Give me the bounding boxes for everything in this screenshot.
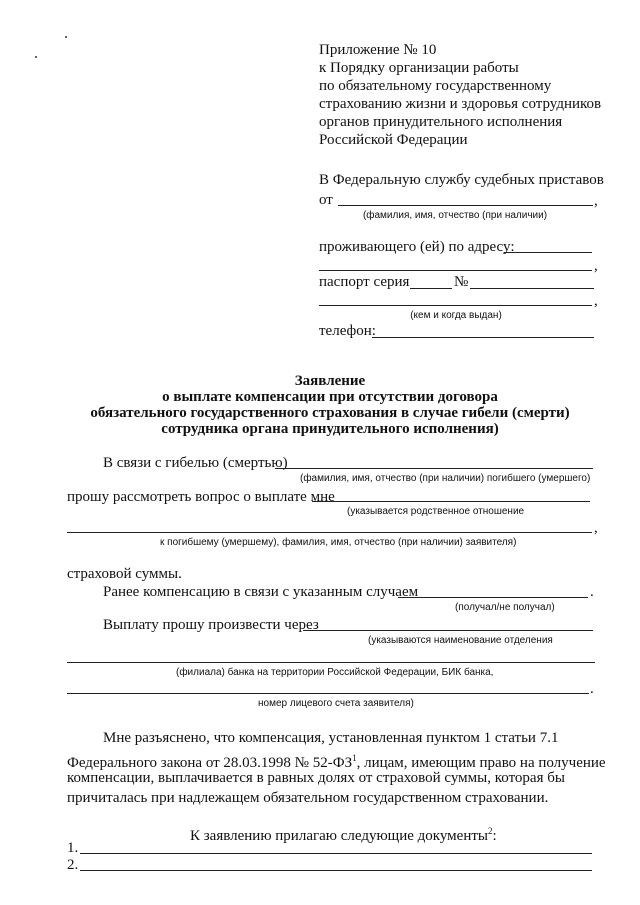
attachment-number-2: 2. bbox=[67, 857, 79, 873]
title-line-4: сотрудника органа принудительного исполнения) bbox=[161, 421, 499, 437]
from-field[interactable] bbox=[338, 205, 593, 206]
phone-field[interactable] bbox=[372, 337, 594, 338]
deceased-name-field[interactable] bbox=[275, 468, 593, 469]
appendix-line-3: по обязательному государственному bbox=[319, 78, 552, 94]
earlier-label: Ранее компенсацию в связи с указанным случаем bbox=[103, 584, 419, 600]
bank-branch-field[interactable] bbox=[303, 630, 593, 631]
title-line-1: Заявление bbox=[294, 373, 366, 389]
attachment-field-1[interactable] bbox=[80, 853, 592, 854]
payment-label: Выплату прошу произвести через bbox=[103, 617, 319, 633]
attachments-label bbox=[190, 823, 497, 845]
relation-field[interactable] bbox=[312, 501, 590, 502]
earlier-period: . bbox=[590, 584, 594, 600]
request-label: прошу рассмотреть вопрос о выплате мне bbox=[67, 489, 335, 505]
from-hint: (фамилия, имя, отчество (при наличии) bbox=[362, 210, 548, 221]
title-line-3: обязательного государственного страхования в случае гибели (смерти) bbox=[90, 405, 570, 421]
applicant-comma: , bbox=[594, 520, 598, 536]
insurance-sum-text: страховой суммы. bbox=[67, 566, 182, 582]
explanation-line-3: компенсации, выплачивается в равных долях от страховой суммы, которая бы bbox=[67, 770, 565, 786]
appendix-line-1: Приложение № 10 bbox=[319, 42, 437, 58]
explanation-line-2a: Федерального закона от 28.03.1998 № 52-ФЗ bbox=[67, 755, 353, 771]
passport-series-label: паспорт серия bbox=[319, 274, 410, 290]
phone-label: телефон: bbox=[319, 323, 376, 339]
footnote-marker-1: 1 bbox=[352, 753, 357, 763]
appendix-line-5: органов принудительного исполнения bbox=[319, 114, 563, 130]
account-hint: номер лицевого счета заявителя) bbox=[258, 698, 414, 709]
from-label: от bbox=[319, 192, 333, 208]
passport-series-field[interactable] bbox=[410, 288, 452, 289]
applicant-hint: к погибшему (умершему), фамилия, имя, отчество (при наличии) заявителя) bbox=[160, 537, 517, 548]
account-period: . bbox=[590, 681, 594, 697]
address-field-2[interactable] bbox=[319, 270, 592, 271]
title-line-2: о выплате компенсации при отсутствии договора bbox=[162, 389, 498, 405]
deceased-hint: (фамилия, имя, отчество (при наличии) погибшего (умершего) bbox=[300, 473, 591, 484]
address-field-1[interactable] bbox=[504, 252, 592, 253]
attachment-field-2[interactable] bbox=[80, 870, 592, 871]
attachments-colon: : bbox=[492, 828, 497, 844]
passport-hint: (кем и когда выдан) bbox=[410, 310, 502, 321]
address-comma: , bbox=[594, 258, 598, 274]
scan-speck bbox=[35, 56, 37, 58]
footnote-marker-2: 2 bbox=[488, 826, 493, 836]
explanation-line-2b: , лицам, имеющим право на получение bbox=[356, 755, 606, 771]
account-field[interactable] bbox=[67, 693, 589, 694]
explanation-line-4: причиталась при надлежащем обязательном государственном страховании. bbox=[67, 790, 549, 806]
passport-number-label: № bbox=[454, 274, 469, 290]
explanation-line-2 bbox=[67, 750, 606, 772]
explanation-line-1: Мне разъяснено, что компенсация, установленная пунктом 1 статьи 7.1 bbox=[103, 730, 559, 746]
bank-hint: (филиала) банка на территории Российской Федерации, БИК банка, bbox=[176, 667, 494, 678]
death-label: В связи с гибелью (смертью) bbox=[103, 455, 288, 471]
residing-label: проживающего (ей) по адресу: bbox=[319, 239, 515, 255]
from-comma: , bbox=[594, 193, 598, 209]
appendix-line-6: Российской Федерации bbox=[319, 132, 468, 148]
attachments-label-text: К заявлению прилагаю следующие документы bbox=[190, 828, 488, 844]
earlier-hint: (получал/не получал) bbox=[455, 602, 555, 613]
relation-hint: (указывается родственное отношение bbox=[347, 506, 525, 517]
scan-speck bbox=[65, 36, 67, 38]
passport-issuer-field[interactable] bbox=[319, 305, 592, 306]
passport-number-field[interactable] bbox=[470, 288, 594, 289]
branch-hint: (указываются наименование отделения bbox=[368, 635, 553, 646]
appendix-line-4: страхованию жизни и здоровья сотрудников bbox=[319, 96, 602, 112]
earlier-field[interactable] bbox=[398, 597, 588, 598]
applicant-name-field[interactable] bbox=[67, 532, 592, 533]
attachment-number-1: 1. bbox=[67, 840, 79, 856]
passport-comma: , bbox=[594, 293, 598, 309]
addressee: В Федеральную службу судебных приставов bbox=[319, 172, 604, 188]
appendix-line-2: к Порядку организации работы bbox=[319, 60, 519, 76]
bank-details-field[interactable] bbox=[67, 662, 595, 663]
